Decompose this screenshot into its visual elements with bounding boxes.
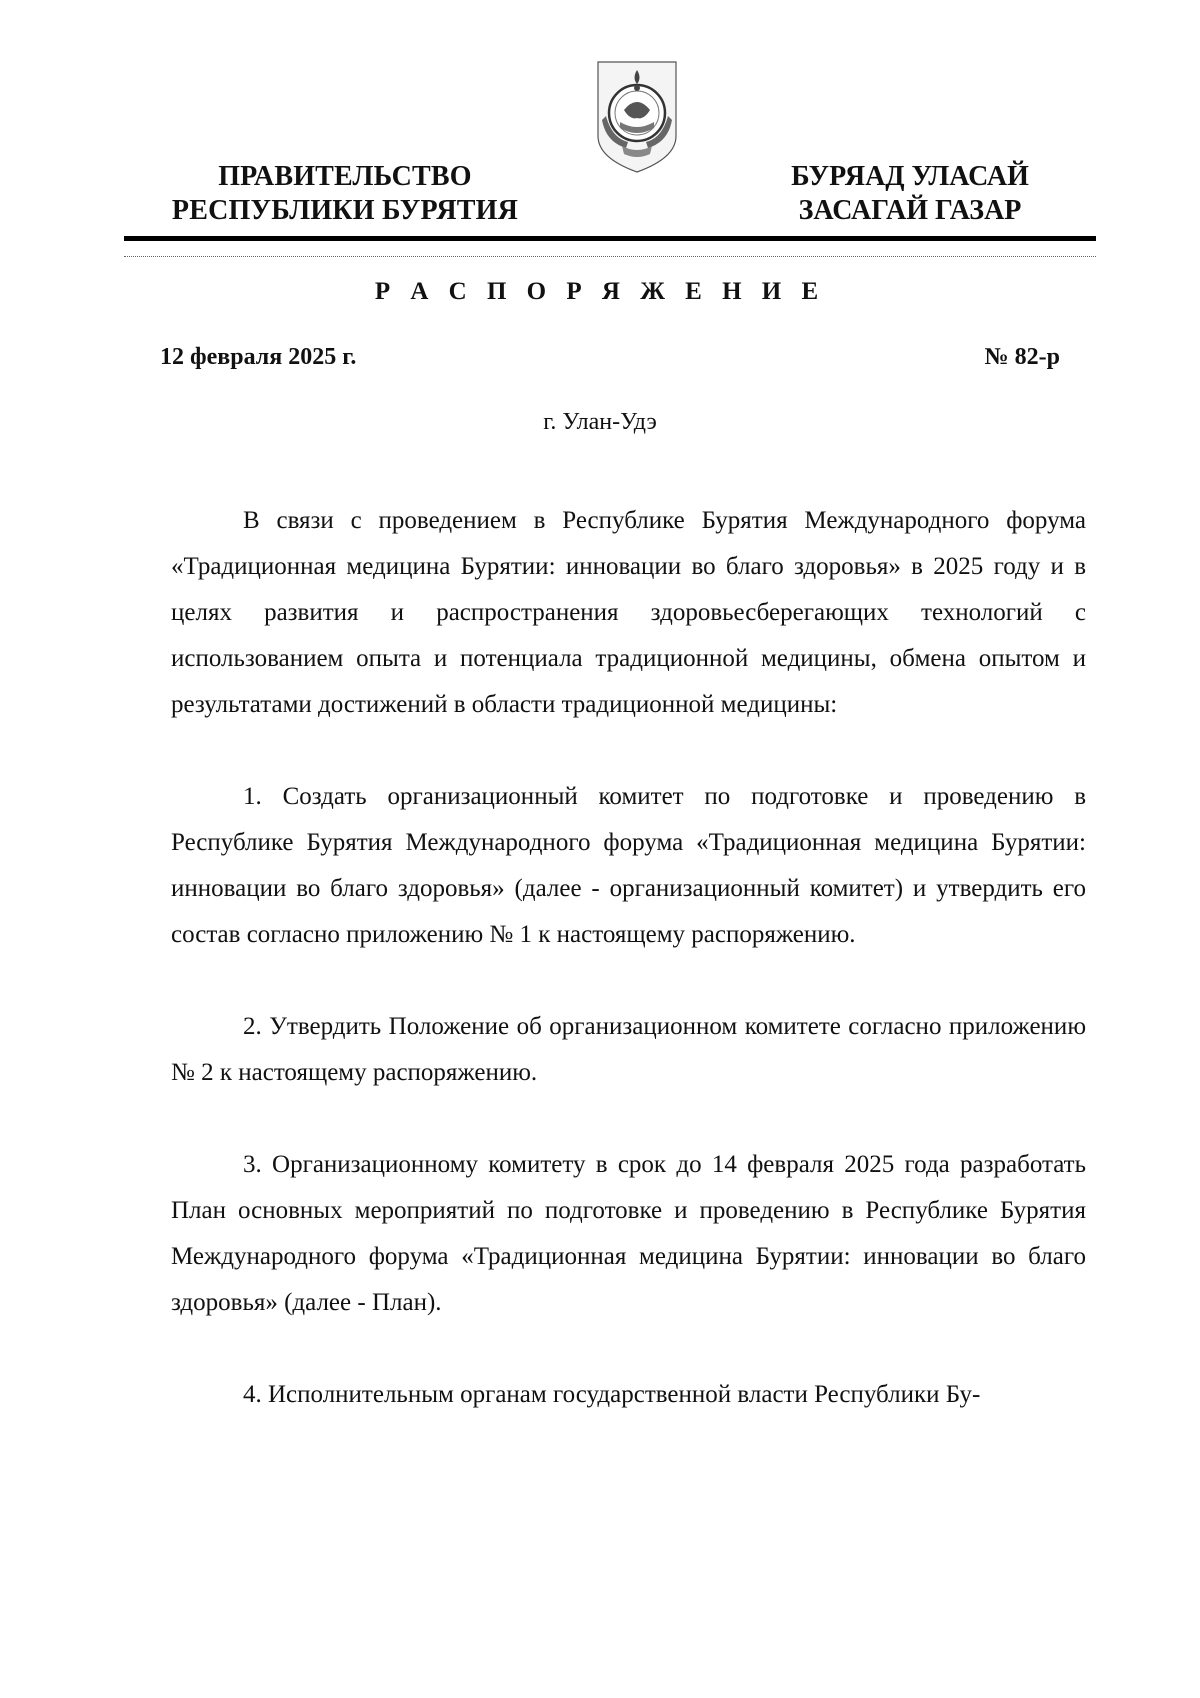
header-divider-thin [124, 256, 1096, 257]
document-number: № 82-р [984, 344, 1060, 370]
government-name-russian [160, 160, 530, 228]
document-date: 12 февраля 2025 г. [160, 344, 357, 370]
item-3-paragraph: 3. Организационному комитету в срок до 14 февраля 2025 года разработать План основных мероприятий по подготовке и проведению в Республике Бурятия Международного форума «Традиционная медицина Бурятии: инновации во благо здоровья» (далее - План). [171, 1151, 1086, 1316]
item-4-paragraph: 4. Исполнительным органам государственной власти Республики Бу- [243, 1381, 981, 1408]
coat-of-arms-icon [592, 58, 682, 176]
item-1-paragraph: 1. Создать организационный комитет по подготовке и проведению в Республике Бурятия Международного форума «Традиционная медицина Бурятии: инновации во благо здоровья» (далее - организационный комитет) и утвердить его состав согласно приложению № 1 к настоящему распоряжению. [171, 783, 1086, 948]
government-name-line-2: РЕСПУБЛИКИ БУРЯТИЯ [171, 195, 519, 226]
document-city: г. Улан-Удэ [543, 409, 657, 435]
item-2-paragraph: 2. Утвердить Положение об организационном комитете согласно приложению № 2 к настоящему распоряжению. [171, 1013, 1086, 1086]
document-type-title: Р А С П О Р Я Ж Е Н И Е [374, 278, 826, 305]
header-divider-thick [124, 236, 1096, 241]
government-name-line-1: ПРАВИТЕЛЬСТВО [218, 161, 472, 192]
government-name-buryat-line-1: БУРЯАД УЛАСАЙ [791, 161, 1029, 192]
government-name-buryat [760, 160, 1060, 228]
document-body [171, 498, 1086, 1418]
preamble-paragraph: В связи с проведением в Республике Бурятия Международного форума «Традиционная медицина Бурятии: инновации во благо здоровья» в 2025 году и в целях развития и распространения здоровьесберегающих технологий с использованием опыта и потенциала традиционной медицины, обмена опытом и результатами достижений в области традиционной медицины: [171, 507, 1086, 718]
government-name-buryat-line-2: ЗАСАГАЙ ГАЗАР [798, 195, 1022, 226]
